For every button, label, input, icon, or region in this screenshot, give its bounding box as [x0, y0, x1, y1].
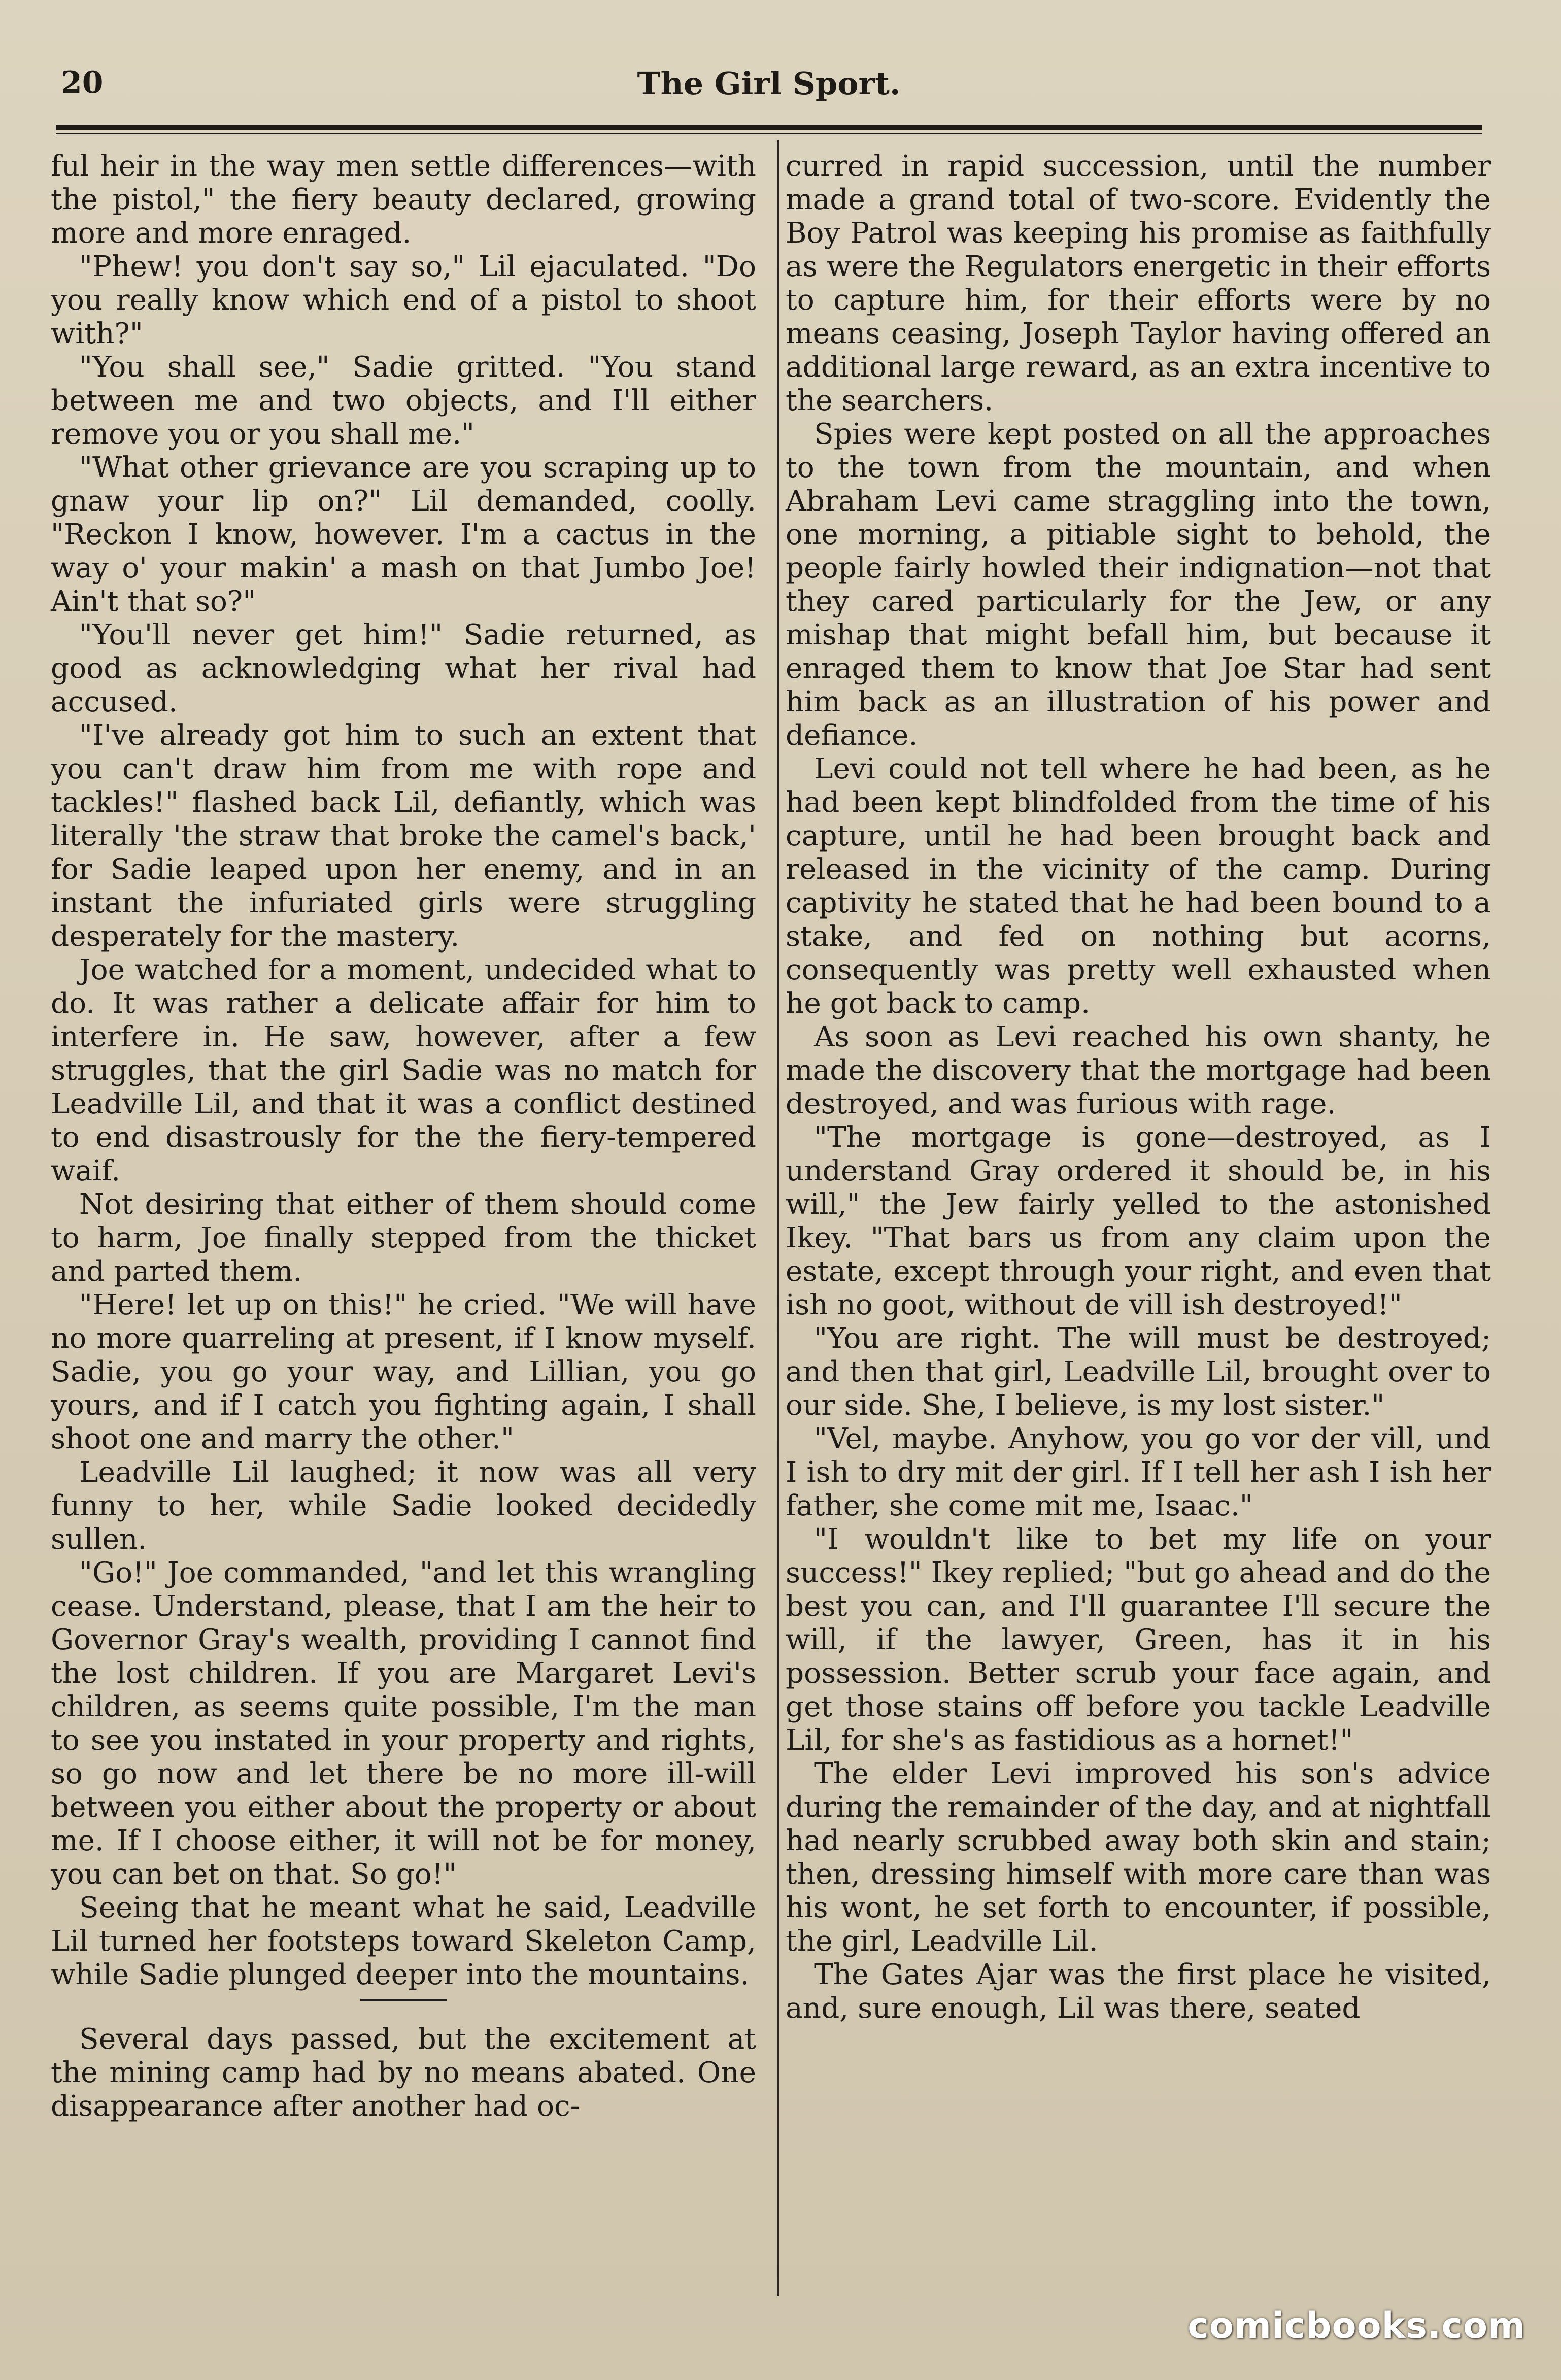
right-column-paragraphs [786, 150, 1491, 2025]
paragraph: "You are right. The will must be destroyed; and then that girl, Leadville Lil, brought over to our side. She, I believe, is my lost sister." [786, 1322, 1491, 1422]
column-divider [777, 140, 779, 2296]
paragraph: "Vel, maybe. Anyhow, you go vor der vill, und I ish to dry mit der girl. If I tell her ash I ish her father, she come mit me, Isaac." [786, 1422, 1491, 1522]
paragraph: Spies were kept posted on all the approaches to the town from the mountain, and when Abraham Levi came straggling into the town, one morning, a pitiable sight to behold, the people fairly howled their indignation—not that they cared particularly for the Jew, or any mishap that might befall him, but because it enraged them to know that Joe Star had sent him back as an illustration of his power and defiance. [786, 418, 1491, 752]
paragraph: Leadville Lil laughed; it now was all very funny to her, while Sadie looked decidedly sullen. [51, 1456, 756, 1556]
paragraph: "I wouldn't like to bet my life on your success!" Ikey replied; "but go ahead and do the best you can, and I'll guarantee I'll secure the will, if the lawyer, Green, has it in his possession. Better scrub your face again, and get those stains off before you tackle Leadville Lil, for she's as fastidious as a hornet!" [786, 1523, 1491, 1757]
paragraph: "Phew! you don't say so," Lil ejaculated. "Do you really know which end of a pistol to shoot with?" [51, 250, 756, 350]
paragraph: "You'll never get him!" Sadie returned, as good as acknowledging what her rival had accused. [51, 619, 756, 719]
left-column-paragraphs-after-break [51, 2023, 756, 2123]
section-break-rule [360, 1999, 447, 2001]
paragraph: "I've already got him to such an extent that you can't draw him from me with rope and tackles!" flashed back Lil, defiantly, which was literally 'the straw that broke the camel's back,' for Sadie leaped upon her enemy, and in an instant the infuriated girls were struggling desperately for the mastery. [51, 719, 756, 953]
page-number: 20 [61, 65, 104, 100]
paragraph: "The mortgage is gone—destroyed, as I understand Gray ordered it should be, in his will," the Jew fairly yelled to the astonished Ikey. "That bars us from any claim upon the estate, except through your right, and even that ish no goot, without de vill ish destroyed!" [786, 1121, 1491, 1321]
paragraph: Levi could not tell where he had been, as he had been kept blindfolded from the time of his capture, until he had been brought back and released in the vicinity of the camp. During captivity he stated that he had been bound to a stake, and fed on nothing but acorns, consequently was pretty well exhausted when he got back to camp. [786, 753, 1491, 1020]
paragraph: The Gates Ajar was the first place he visited, and, sure enough, Lil was there, seated [786, 1958, 1491, 2025]
paragraph: Several days passed, but the excitement at the mining camp had by no means abated. One disappearance after another had oc- [51, 2023, 756, 2123]
paragraph: Not desiring that either of them should come to harm, Joe finally stepped from the thicket and parted them. [51, 1188, 756, 1288]
paragraph: "Here! let up on this!" he cried. "We will have no more quarreling at present, if I know myself. Sadie, you go your way, and Lillian, you go yours, and if I catch you fighting again, I shall shoot one and marry the other." [51, 1288, 756, 1455]
running-title: The Girl Sport. [637, 65, 901, 102]
paragraph: As soon as Levi reached his own shanty, he made the discovery that the mortgage had been destroyed, and was furious with rage. [786, 1021, 1491, 1120]
paragraph: curred in rapid succession, until the number made a grand total of two-score. Evidently the Boy Patrol was keeping his promise as faithfully as were the Regulators energetic in their efforts to capture him, for their efforts were by no means ceasing, Joseph Taylor having offered an additional large reward, as an extra incentive to the searchers. [786, 150, 1491, 417]
paragraph: "Go!" Joe commanded, "and let this wrangling cease. Understand, please, that I am the heir to Governor Gray's wealth, providing I cannot find the lost children. If you are Margaret Levi's children, as seems quite possible, I'm the man to see you instated in your property and rights, so go now and let there be no more ill-will between you either about the property or about me. If I choose either, it will not be for money, you can bet on that. So go!" [51, 1556, 756, 1891]
paragraph: ful heir in the way men settle differences—with the pistol," the fiery beauty declared, growing more and more enraged. [51, 150, 756, 250]
paragraph: Seeing that he meant what he said, Leadville Lil turned her footsteps toward Skeleton Camp, while Sadie plunged deeper into the mountains. [51, 1891, 756, 1991]
paragraph: The elder Levi improved his son's advice during the remainder of the day, and at nightfall had nearly scrubbed away both skin and stain; then, dressing himself with more care than was his wont, he set forth to encounter, if possible, the girl, Leadville Lil. [786, 1757, 1491, 1958]
left-column [51, 150, 756, 2123]
paragraph: "You shall see," Sadie gritted. "You stand between me and two objects, and I'll either remove you or you shall me." [51, 351, 756, 451]
watermark: comicbooks.com [1187, 2305, 1525, 2347]
right-column [786, 150, 1491, 2025]
header-rule-thin [56, 133, 1482, 134]
paragraph: "What other grievance are you scraping up to gnaw your lip on?" Lil demanded, coolly. "Reckon I know, however. I'm a cactus in the way o' your makin' a mash on that Jumbo Joe! Ain't that so?" [51, 451, 756, 618]
paragraph: Joe watched for a moment, undecided what to do. It was rather a delicate affair for him to interfere in. He saw, however, after a few struggles, that the girl Sadie was no match for Leadville Lil, and that it was a conflict destined to end disastrously for the the fiery-tempered waif. [51, 954, 756, 1187]
header-rule [56, 125, 1482, 130]
page-header [56, 61, 1482, 117]
left-column-paragraphs [51, 150, 756, 1992]
